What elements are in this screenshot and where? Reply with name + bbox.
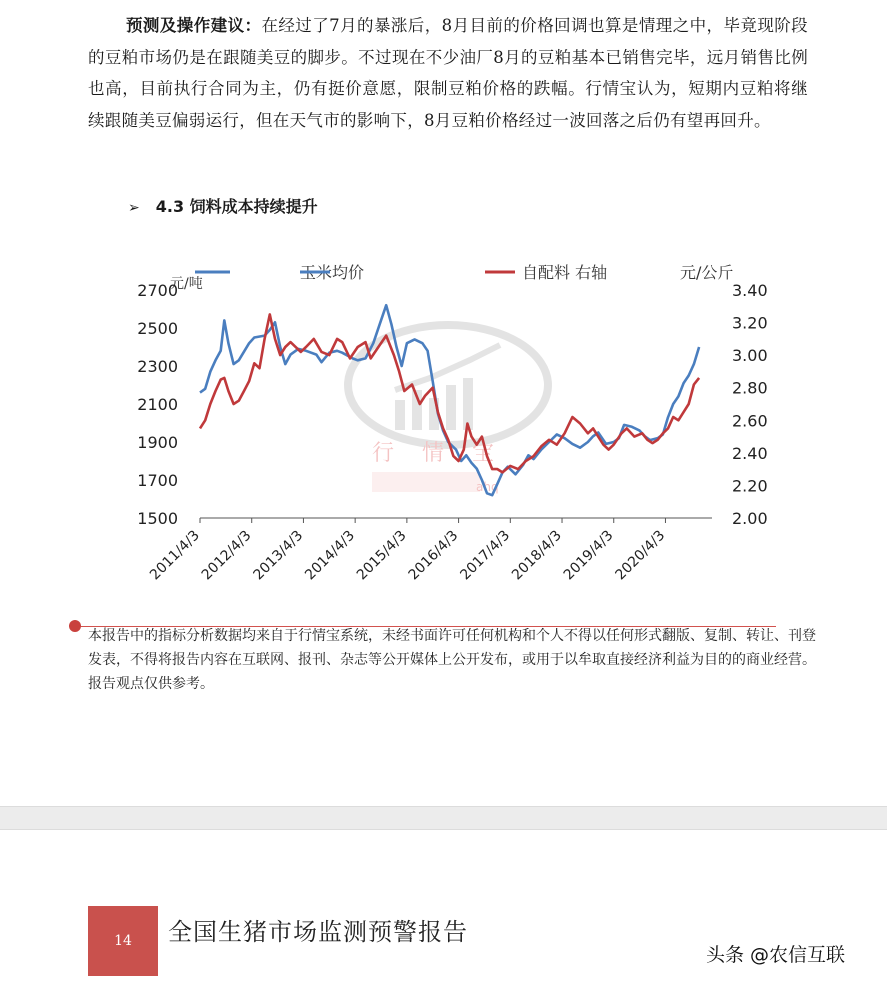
page-number-badge: 14 <box>88 906 158 976</box>
left-tick-label: 1700 <box>137 471 178 490</box>
legend-label-corn: 玉米均价 <box>300 263 365 282</box>
left-tick-label: 1900 <box>137 433 178 452</box>
right-tick-label: 2.80 <box>732 378 768 398</box>
right-tick-label: 2.60 <box>732 411 768 431</box>
section-heading <box>128 194 318 217</box>
x-tick-label: 2019/4/3 <box>560 527 617 584</box>
x-tick-label: 2012/4/3 <box>198 527 255 584</box>
left-axis-unit: 元/吨 <box>170 276 203 292</box>
page-separator <box>0 806 887 830</box>
watermark-text: ahq <box>476 480 499 494</box>
corn-feed-price-chart <box>0 250 887 620</box>
x-tick-label: 2018/4/3 <box>509 527 565 584</box>
footnote-bullet-icon <box>69 620 81 632</box>
x-tick-label: 2020/4/3 <box>612 527 669 584</box>
x-tick-label: 2017/4/3 <box>457 527 514 584</box>
left-tick-label: 2300 <box>137 357 178 376</box>
right-tick-label: 2.40 <box>732 443 768 463</box>
left-tick-label: 2700 <box>137 281 178 300</box>
body-paragraph <box>88 10 808 136</box>
right-tick-label: 2.00 <box>732 509 768 528</box>
right-axis-unit: 元/公斤 <box>680 263 734 282</box>
x-tick-label: 2011/4/3 <box>147 527 203 584</box>
x-tick-label: 2015/4/3 <box>353 527 410 584</box>
left-tick-label: 1500 <box>137 509 178 528</box>
paragraph-body: 在经过了7月的暴涨后，8月目前的价格回调也算是情理之中，毕竟现阶段的豆粕市场仍是在跟随美豆的脚步。不过现在不少油厂8月的豆粕基本已销售完毕，远月销售比例也高，目前执行合同为主，仍有挺价意愿，限制豆粕价格的跌幅。行情宝认为，短期内豆粕将继续跟随美豆偏弱运行，但在天气市的影响下，8月豆粕价格经过一波回落之后仍有望再回升。 <box>88 16 808 130</box>
right-tick-label: 3.00 <box>732 346 768 366</box>
right-tick-label: 3.20 <box>732 313 768 333</box>
section-title: 4.3 饲料成本持续提升 <box>155 197 318 216</box>
report-title: 全国生猪市场监测预警报告 <box>168 918 468 946</box>
disclaimer-footnote: 本报告中的指标分析数据均来自于行情宝系统，未经书面许可任何机构和个人不得以任何形式翻版、复制、转让、刊登发表，不得将报告内容在互联网、报刊、杂志等公开媒体上公开发布，或用于以牟取直接经济利益为目的的商业经营。报告观点仅供参考。 <box>88 628 816 692</box>
x-tick-label: 2013/4/3 <box>250 527 307 584</box>
paragraph-lead: 预测及操作建议： <box>126 16 262 35</box>
watermark-brand: 行情宝 <box>372 441 523 466</box>
source-watermark: 头条 @农信互联 <box>706 944 846 966</box>
right-tick-label: 2.20 <box>732 476 768 496</box>
arrow-bullet-icon: ➢ <box>128 200 140 216</box>
x-tick-label: 2016/4/3 <box>405 527 462 584</box>
legend-label-feed: 自配料 右轴 <box>522 263 608 282</box>
x-tick-label: 2014/4/3 <box>302 527 358 584</box>
right-tick-label: 3.40 <box>732 281 768 300</box>
left-tick-label: 2100 <box>137 395 178 414</box>
left-tick-label: 2500 <box>137 319 178 338</box>
